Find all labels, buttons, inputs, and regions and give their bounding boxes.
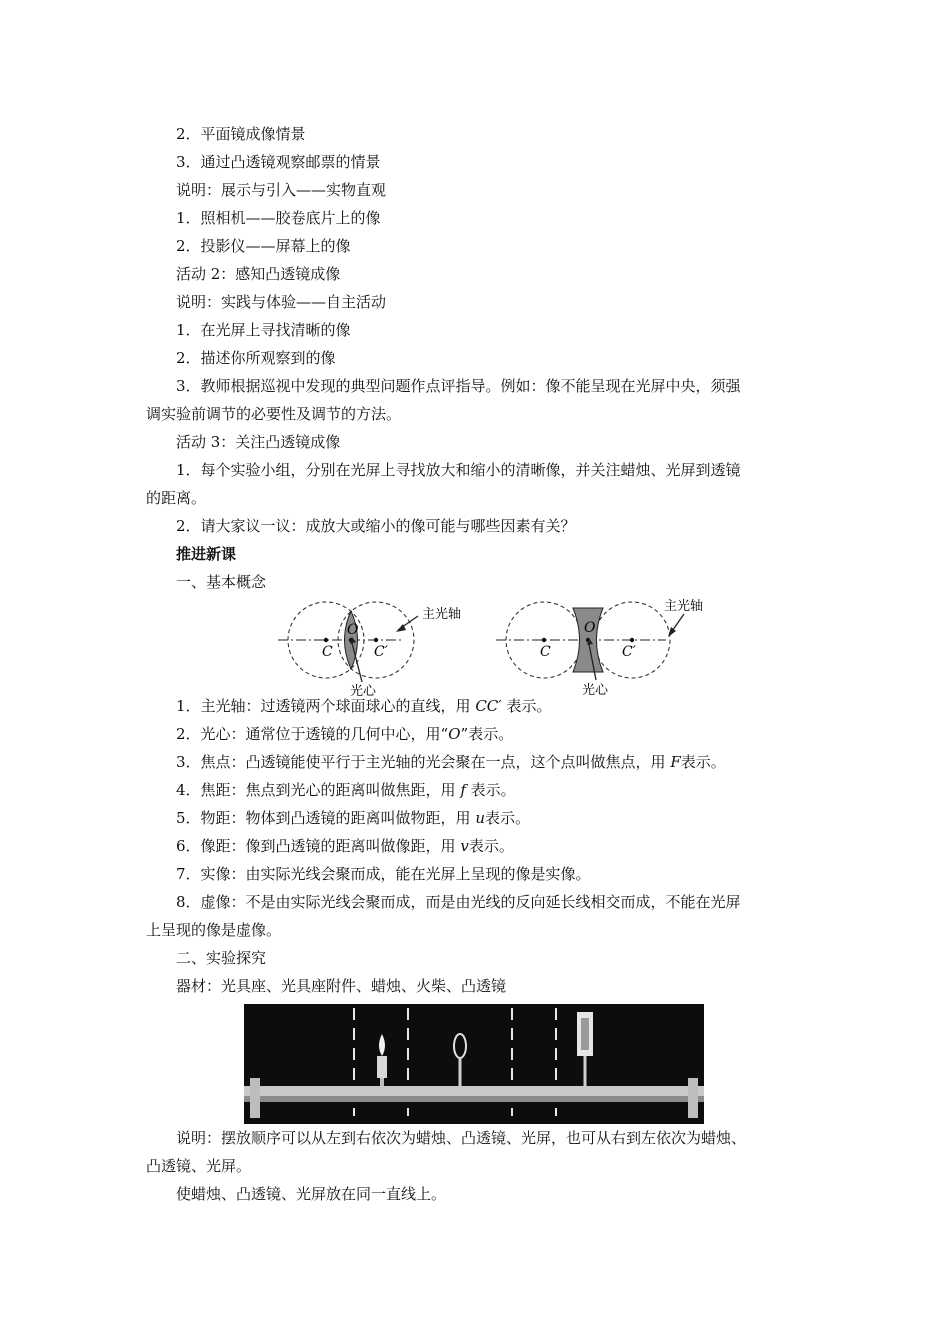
math-symbol: F (670, 753, 681, 771)
center-point-c (542, 638, 546, 642)
text-line: 3．通过凸透镜观察邮票的情景 (176, 153, 381, 171)
text-line: 2．请大家议一议：成放大或缩小的像可能与哪些因素有关？ (176, 517, 576, 535)
subsection-heading: 二、实验探究 (176, 949, 267, 967)
center-label: 光心 (582, 683, 609, 698)
label-c: C (540, 644, 551, 660)
axis-label: 主光轴 (664, 599, 704, 614)
definition-text: 2．光心：通常位于透镜的几何中心，用“ (176, 725, 449, 743)
label-c: C (322, 644, 333, 660)
center-label: 光心 (350, 684, 377, 699)
center-point-c-prime (630, 638, 634, 642)
definition-text: 表示。 (465, 781, 516, 799)
text-line: 说明：展示与引入——实物直观 (176, 181, 387, 199)
concave-lens-figure (496, 598, 703, 698)
text-line: 的距离。 (146, 489, 207, 507)
lens-diagram (270, 596, 730, 700)
text-line: 1．每个实验小组，分别在光屏上寻找放大和缩小的清晰像，并关注蜡烛、光屏到透镜 (176, 461, 741, 479)
definition-text: 表示。 (680, 753, 726, 771)
label-o: O (347, 622, 359, 638)
definition-line (176, 780, 516, 800)
math-symbol: CC′ (475, 697, 502, 715)
text-line: 2．平面镜成像情景 (176, 125, 306, 143)
text-line: 活动 3：关注凸透镜成像 (176, 433, 341, 451)
math-symbol: f (460, 781, 466, 799)
math-symbol: O (448, 725, 461, 743)
text-line: 2．投影仪——屏幕上的像 (176, 237, 351, 255)
photo-background (244, 1004, 704, 1124)
text-line: 器材：光具座、光具座附件、蜡烛、火柴、凸透镜 (176, 977, 507, 995)
section-heading: 推进新课 (176, 545, 237, 563)
definition-text: 3．焦点：凸透镜能使平行于主光轴的光会聚在一点，这个点叫做焦点，用 (176, 753, 671, 771)
label-c-prime: C′ (622, 644, 636, 660)
bench-rail-edge (244, 1096, 704, 1102)
definition-text: 5．物距：物体到凸透镜的距离叫做物距，用 (176, 809, 476, 827)
text-line: 活动 2：感知凸透镜成像 (176, 265, 341, 283)
text-line: 说明：摆放顺序可以从左到右依次为蜡烛、凸透镜、光屏，也可从右到左依次为蜡烛、 (176, 1129, 747, 1147)
text-line: 使蜡烛、凸透镜、光屏放在同一直线上。 (176, 1185, 447, 1203)
math-symbol: v (460, 837, 469, 855)
definition-text: 6．像距：像到凸透镜的距离叫做像距，用 (176, 837, 461, 855)
definition-text: ”表示。 (460, 725, 514, 743)
center-point-c-prime (374, 638, 378, 642)
definition-line (176, 752, 726, 772)
definition-line (176, 808, 530, 828)
bench-leg-right (688, 1078, 698, 1118)
definition-line (176, 724, 513, 744)
text-line: 7．实像：由实际光线会聚而成，能在光屏上呈现的像是实像。 (176, 865, 591, 883)
text-line: 1．在光屏上寻找清晰的像 (176, 321, 351, 339)
text-line: 说明：实践与体验——自主活动 (176, 293, 387, 311)
candle-stand (380, 1078, 384, 1086)
text-line: 2．描述你所观察到的像 (176, 349, 336, 367)
text-line: 1．照相机——胶卷底片上的像 (176, 209, 381, 227)
math-symbol: u (475, 809, 485, 827)
text-line: 上呈现的像是虚像。 (146, 921, 282, 939)
definition-line (176, 696, 551, 716)
center-point-c (324, 638, 328, 642)
text-line: 3．教师根据巡视中发现的典型问题作点评指导。例如：像不能呈现在光屏中央，须强 (176, 377, 741, 395)
screen-inner (581, 1018, 589, 1050)
candle-body (377, 1056, 387, 1078)
definition-text: 表示。 (468, 837, 514, 855)
axis-label: 主光轴 (422, 607, 462, 622)
definition-text: 4．焦距：焦点到光心的距离叫做焦距，用 (176, 781, 461, 799)
text-line: 调实验前调节的必要性及调节的方法。 (146, 405, 402, 423)
arrowhead (668, 627, 676, 637)
subsection-heading: 一、基本概念 (176, 573, 267, 591)
definition-line (176, 836, 514, 856)
label-o: O (584, 620, 596, 636)
convex-lens-figure (278, 602, 461, 699)
bench-leg-left (250, 1078, 260, 1118)
text-line: 8．虚像：不是由实际光线会聚而成，而是由光线的反向延长线相交而成，不能在光屏 (176, 893, 741, 911)
optical-bench-photo (244, 1004, 704, 1124)
bench-rail (244, 1086, 704, 1096)
definition-text: 表示。 (485, 809, 531, 827)
text-line: 凸透镜、光屏。 (146, 1157, 252, 1175)
definition-text: 表示。 (501, 697, 552, 715)
label-c-prime: C′ (374, 644, 388, 660)
definition-text: 1．主光轴：过透镜两个球面球心的直线，用 (176, 697, 476, 715)
